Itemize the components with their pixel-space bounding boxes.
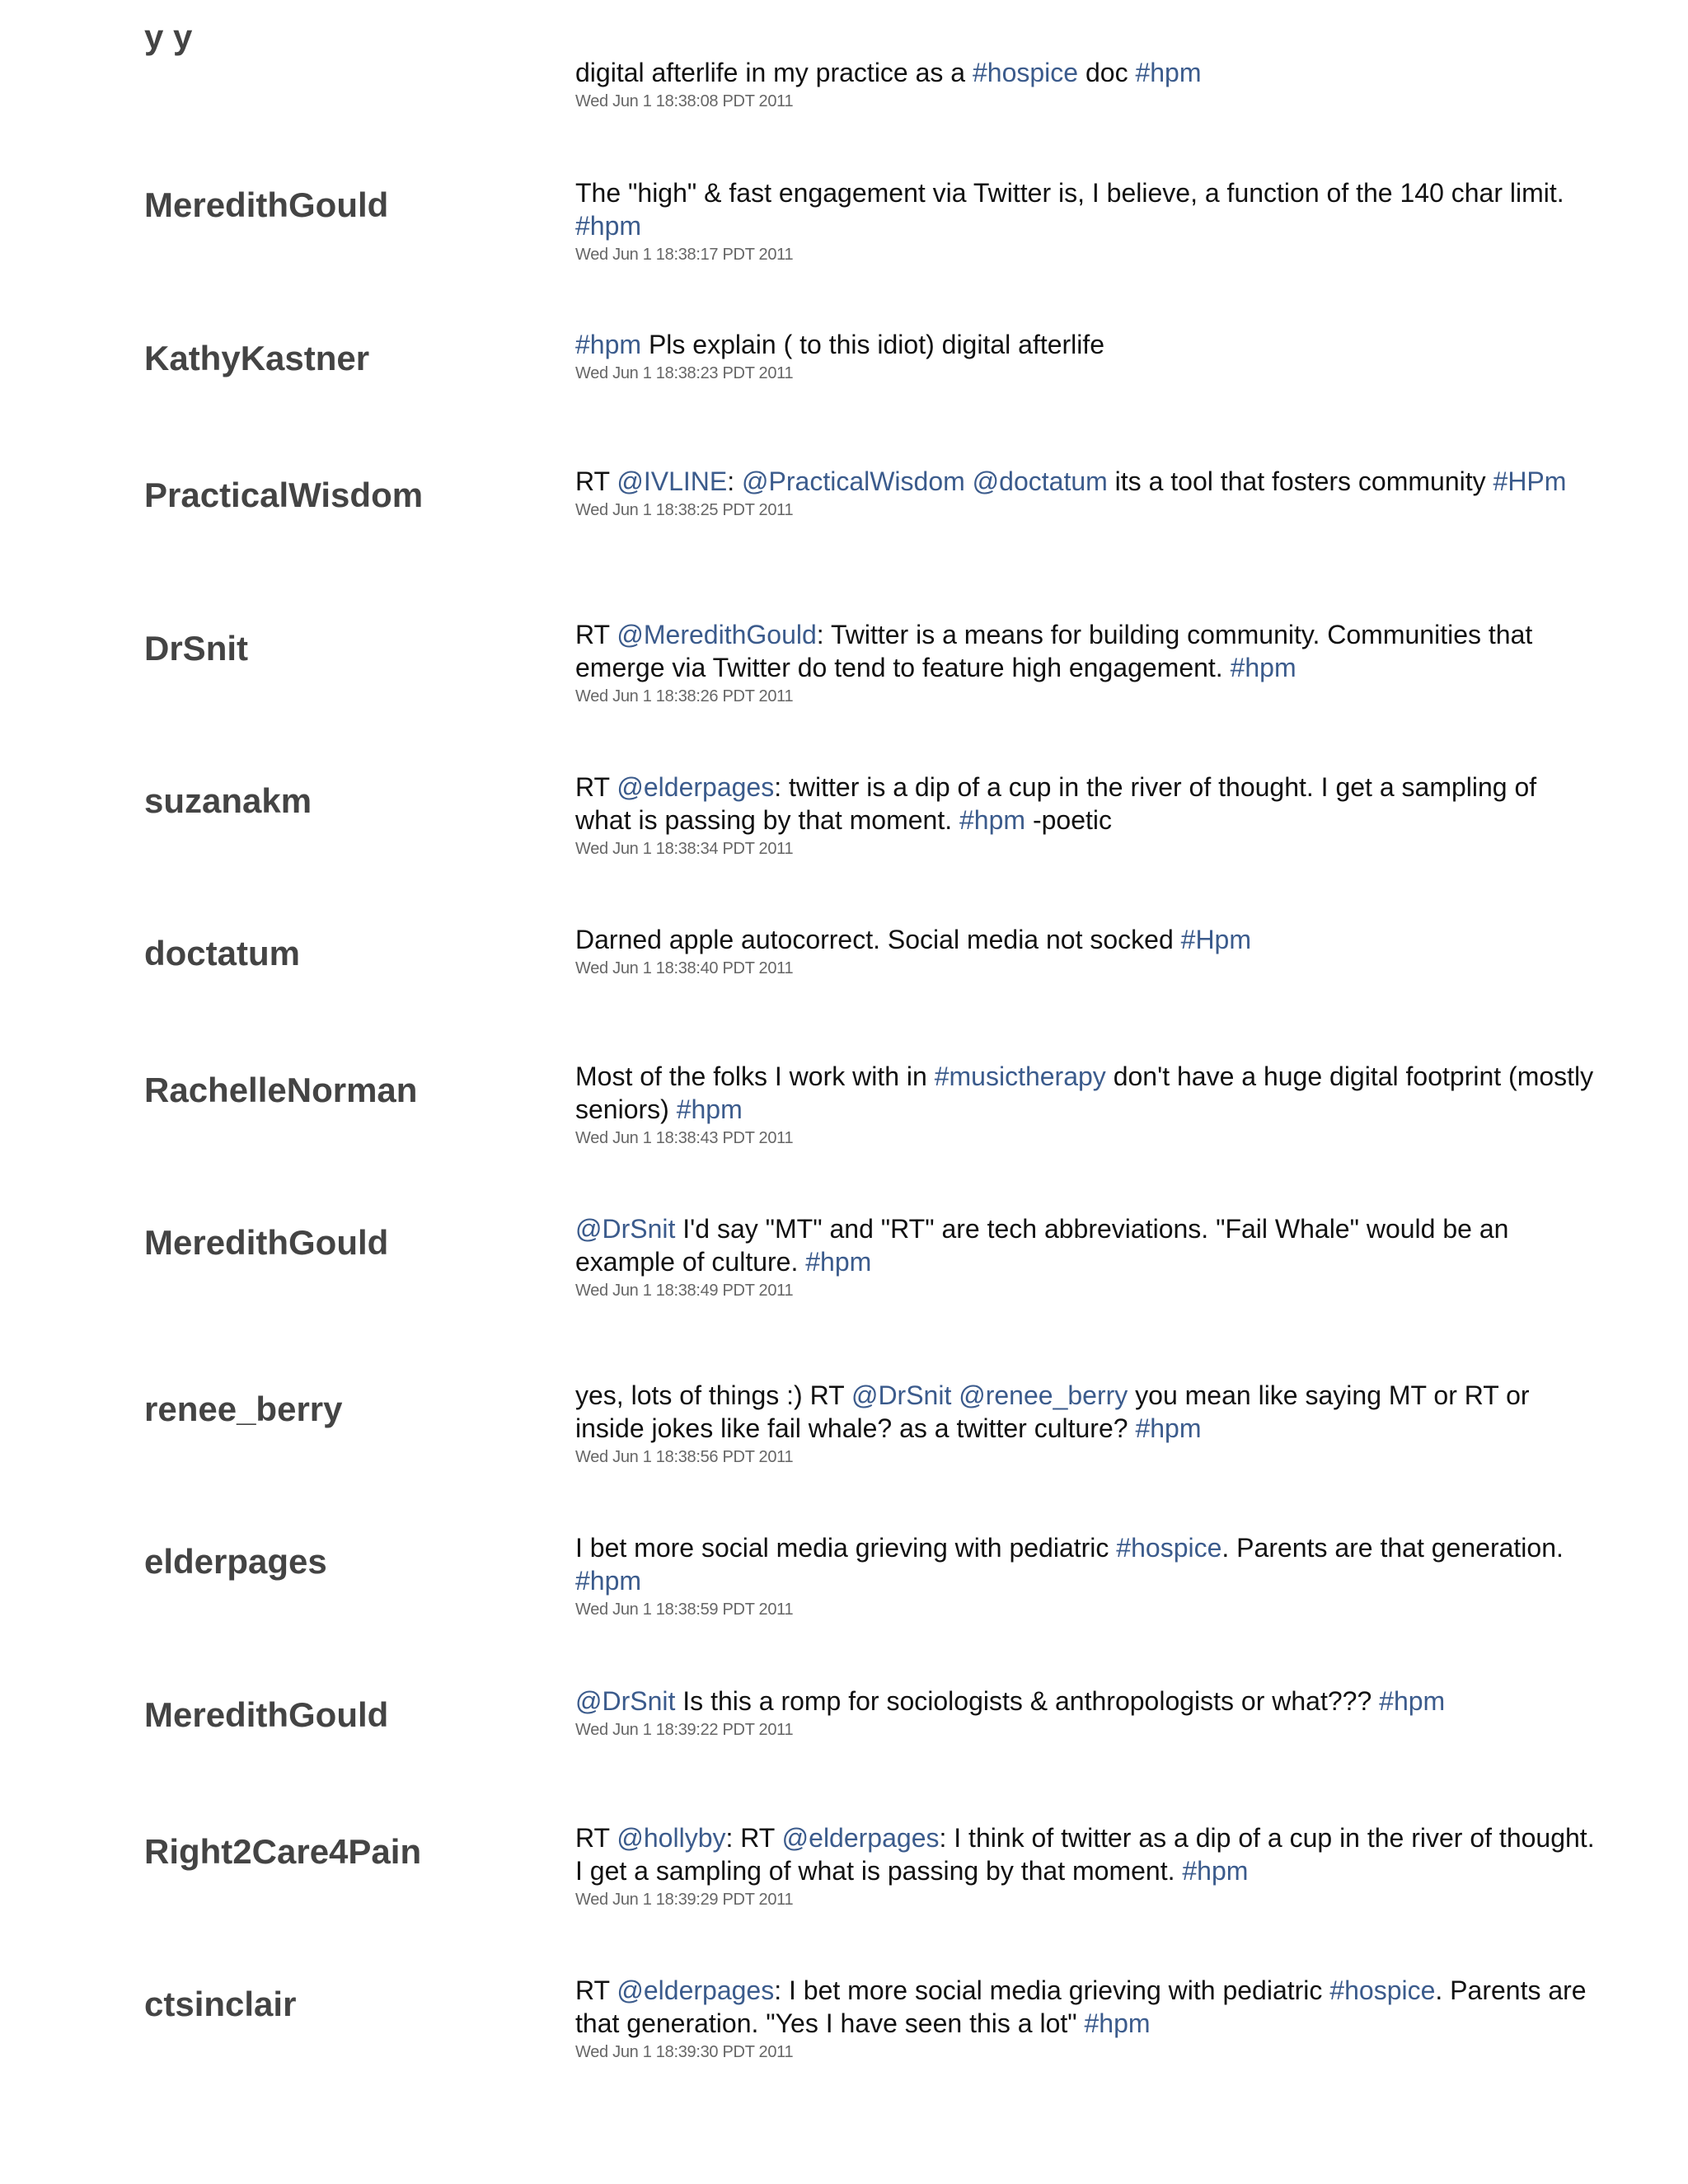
tweet-text-segment: you mean like saying MT or RT or inside jokes like fail whale? as a twitter culture? bbox=[575, 1380, 1537, 1443]
hashtag-link[interactable]: #musictherapy bbox=[934, 1062, 1106, 1091]
tweet-timestamp: Wed Jun 1 18:38:56 PDT 2011 bbox=[575, 1448, 794, 1466]
tweet-text-segment: : I think of twitter as a dip of a cup in the river of thought. I get a sampling of what is passing by that moment. bbox=[575, 1823, 1602, 1886]
tweet-timestamp: Wed Jun 1 18:38:34 PDT 2011 bbox=[575, 840, 794, 858]
tweet-text-segment: -poetic bbox=[1025, 805, 1112, 835]
tweet-timestamp: Wed Jun 1 18:38:08 PDT 2011 bbox=[575, 92, 794, 110]
tweet-username[interactable]: PracticalWisdom bbox=[144, 476, 424, 514]
mention-link[interactable]: @DrSnit bbox=[851, 1380, 952, 1410]
tweet-username[interactable]: suzanakm bbox=[144, 781, 312, 820]
tweet-body bbox=[575, 1212, 1597, 1301]
mention-link[interactable]: @elderpages bbox=[781, 1823, 940, 1853]
mention-link[interactable]: @IVLINE bbox=[617, 466, 728, 496]
tweet-text bbox=[575, 1821, 1602, 1887]
tweet-text-segment: doc bbox=[1078, 58, 1136, 87]
tweet-text bbox=[575, 1212, 1597, 1278]
tweet-text-segment: RT bbox=[575, 620, 617, 649]
tweet-text-segment: RT bbox=[575, 466, 617, 496]
hashtag-link[interactable]: #hpm bbox=[1182, 1856, 1249, 1886]
hashtag-link[interactable]: #hpm bbox=[676, 1094, 743, 1124]
tweet-body bbox=[575, 56, 1597, 112]
tweet-username[interactable]: RachelleNorman bbox=[144, 1071, 418, 1109]
tweet-body bbox=[575, 1379, 1597, 1468]
tweet-text-segment: RT bbox=[575, 1823, 617, 1853]
tweet-timestamp: Wed Jun 1 18:39:30 PDT 2011 bbox=[575, 2043, 794, 2061]
cut-off-username bbox=[144, 17, 276, 84]
tweet-text bbox=[575, 771, 1597, 837]
tweet-text bbox=[575, 1531, 1597, 1597]
tweet-text-segment: : bbox=[727, 466, 743, 496]
hashtag-link[interactable]: #hpm bbox=[805, 1247, 872, 1277]
tweet-text-segment: I'd say "MT" and "RT" are tech abbreviations. "Fail Whale" would be an example of culture. bbox=[575, 1214, 1517, 1277]
tweet-username[interactable]: MeredithGould bbox=[144, 185, 389, 224]
tweet-body bbox=[575, 923, 1597, 979]
tweet-timestamp: Wed Jun 1 18:38:40 PDT 2011 bbox=[575, 959, 794, 977]
tweet-text bbox=[575, 1060, 1601, 1126]
tweet-text-segment: : I bet more social media grieving with pediatric bbox=[774, 1975, 1330, 2005]
cut-off-username-text: y y bbox=[144, 17, 193, 56]
tweet-text-segment: . Parents are that generation. "Yes I have seen this a lot" bbox=[575, 1975, 1594, 2038]
tweet-body bbox=[575, 771, 1597, 860]
hashtag-link[interactable]: #hospice bbox=[1116, 1533, 1222, 1563]
tweet-timestamp: Wed Jun 1 18:38:43 PDT 2011 bbox=[575, 1129, 794, 1147]
tweet-text-segment: The "high" & fast engagement via Twitter is, I believe, a function of the 140 char limit. bbox=[575, 178, 1572, 208]
tweet-username[interactable]: MeredithGould bbox=[144, 1695, 389, 1734]
hashtag-link[interactable]: #HPm bbox=[1493, 466, 1567, 496]
tweet-text-segment: I bet more social media grieving with pediatric bbox=[575, 1533, 1117, 1563]
tweet-text-segment: . Parents are that generation. bbox=[1221, 1533, 1571, 1563]
tweet-text bbox=[575, 1974, 1597, 2040]
mention-link[interactable]: @PracticalWisdom bbox=[742, 466, 965, 496]
mention-link[interactable]: @elderpages bbox=[617, 1975, 775, 2005]
tweet-text-segment: yes, lots of things :) RT bbox=[575, 1380, 851, 1410]
tweet-timestamp: Wed Jun 1 18:38:26 PDT 2011 bbox=[575, 687, 794, 705]
tweet-username[interactable]: DrSnit bbox=[144, 629, 248, 668]
hashtag-link[interactable]: #hpm bbox=[1230, 653, 1296, 682]
tweet-username[interactable]: renee_berry bbox=[144, 1390, 343, 1428]
tweet-text-segment: Darned apple autocorrect. Social media not socked bbox=[575, 925, 1181, 954]
tweet-timestamp: Wed Jun 1 18:39:22 PDT 2011 bbox=[575, 1721, 794, 1739]
tweet-body bbox=[575, 1974, 1597, 2063]
hashtag-link[interactable]: #hpm bbox=[1135, 1413, 1202, 1443]
tweet-timestamp: Wed Jun 1 18:38:17 PDT 2011 bbox=[575, 246, 794, 264]
tweet-text bbox=[575, 56, 1597, 89]
tweet-text bbox=[575, 923, 1597, 956]
tweet-text-segment: Most of the folks I work with in bbox=[575, 1062, 935, 1091]
hashtag-link[interactable]: #hospice bbox=[972, 58, 1079, 87]
hashtag-link[interactable]: #Hpm bbox=[1180, 925, 1251, 954]
hashtag-link[interactable]: #hpm bbox=[959, 805, 1026, 835]
tweet-text bbox=[575, 176, 1597, 242]
tweet-body bbox=[575, 1821, 1602, 1910]
hashtag-link[interactable]: #hpm bbox=[1135, 58, 1202, 87]
tweet-text-segment: RT bbox=[575, 772, 617, 802]
tweet-text-segment: don't have a huge digital footprint (mostly seniors) bbox=[575, 1062, 1601, 1124]
tweet-username[interactable]: ctsinclair bbox=[144, 1985, 297, 2023]
tweet-username[interactable]: MeredithGould bbox=[144, 1223, 389, 1262]
tweet-body bbox=[575, 1531, 1597, 1620]
tweet-text-segment: : Twitter is a means for building community. Communities that emerge via Twitter do tend to feature high engagement. bbox=[575, 620, 1540, 682]
tweet-username[interactable]: Right2Care4Pain bbox=[144, 1832, 422, 1871]
tweet-timestamp: Wed Jun 1 18:39:29 PDT 2011 bbox=[575, 1891, 794, 1909]
tweet-body bbox=[575, 176, 1597, 265]
tweet-text-segment: : twitter is a dip of a cup in the river of thought. I get a sampling of what is passing by that moment. bbox=[575, 772, 1545, 835]
hashtag-link[interactable]: #hospice bbox=[1329, 1975, 1436, 2005]
mention-link[interactable]: @renee_berry bbox=[959, 1380, 1128, 1410]
hashtag-link[interactable]: #hpm bbox=[575, 1566, 642, 1596]
tweet-username[interactable]: elderpages bbox=[144, 1542, 327, 1581]
tweet-text bbox=[575, 618, 1597, 684]
hashtag-link[interactable]: #hpm bbox=[1084, 2008, 1151, 2038]
mention-link[interactable]: @MeredithGould bbox=[617, 620, 817, 649]
tweet-body bbox=[575, 465, 1597, 521]
tweet-timestamp: Wed Jun 1 18:38:23 PDT 2011 bbox=[575, 364, 794, 382]
tweet-body bbox=[575, 1060, 1601, 1149]
tweet-text-segment bbox=[965, 466, 973, 496]
tweet-text-segment: Is this a romp for sociologists & anthropologists or what??? bbox=[675, 1686, 1380, 1716]
tweet-text-segment: digital afterlife in my practice as a bbox=[575, 58, 973, 87]
tweet-timestamp: Wed Jun 1 18:38:25 PDT 2011 bbox=[575, 501, 794, 519]
mention-link[interactable]: @doctatum bbox=[972, 466, 1108, 496]
tweet-timestamp: Wed Jun 1 18:38:59 PDT 2011 bbox=[575, 1601, 794, 1619]
tweet-timestamp: Wed Jun 1 18:38:49 PDT 2011 bbox=[575, 1282, 794, 1300]
tweet-username[interactable]: doctatum bbox=[144, 934, 300, 972]
mention-link[interactable]: @elderpages bbox=[617, 772, 775, 802]
tweet-body bbox=[575, 1685, 1597, 1741]
tweet-text-segment: Pls explain ( to this idiot) digital afterlife bbox=[641, 330, 1105, 359]
tweet-text bbox=[575, 1685, 1597, 1718]
tweet-text-segment: RT bbox=[575, 1975, 617, 2005]
mention-link[interactable]: @DrSnit bbox=[575, 1686, 676, 1716]
tweet-body bbox=[575, 328, 1597, 384]
tweet-text bbox=[575, 1379, 1597, 1445]
hashtag-link[interactable]: #hpm bbox=[575, 211, 642, 241]
mention-link[interactable]: @hollyby bbox=[617, 1823, 726, 1853]
tweet-text bbox=[575, 465, 1597, 498]
tweet-text-segment bbox=[951, 1380, 959, 1410]
tweet-text-segment: : RT bbox=[725, 1823, 782, 1853]
tweet-text-segment: its a tool that fosters community bbox=[1107, 466, 1493, 496]
hashtag-link[interactable]: #hpm bbox=[575, 330, 642, 359]
tweet-text bbox=[575, 328, 1597, 361]
tweet-username[interactable]: KathyKastner bbox=[144, 339, 370, 377]
mention-link[interactable]: @DrSnit bbox=[575, 1214, 676, 1244]
tweet-body bbox=[575, 618, 1597, 707]
hashtag-link[interactable]: #hpm bbox=[1379, 1686, 1446, 1716]
